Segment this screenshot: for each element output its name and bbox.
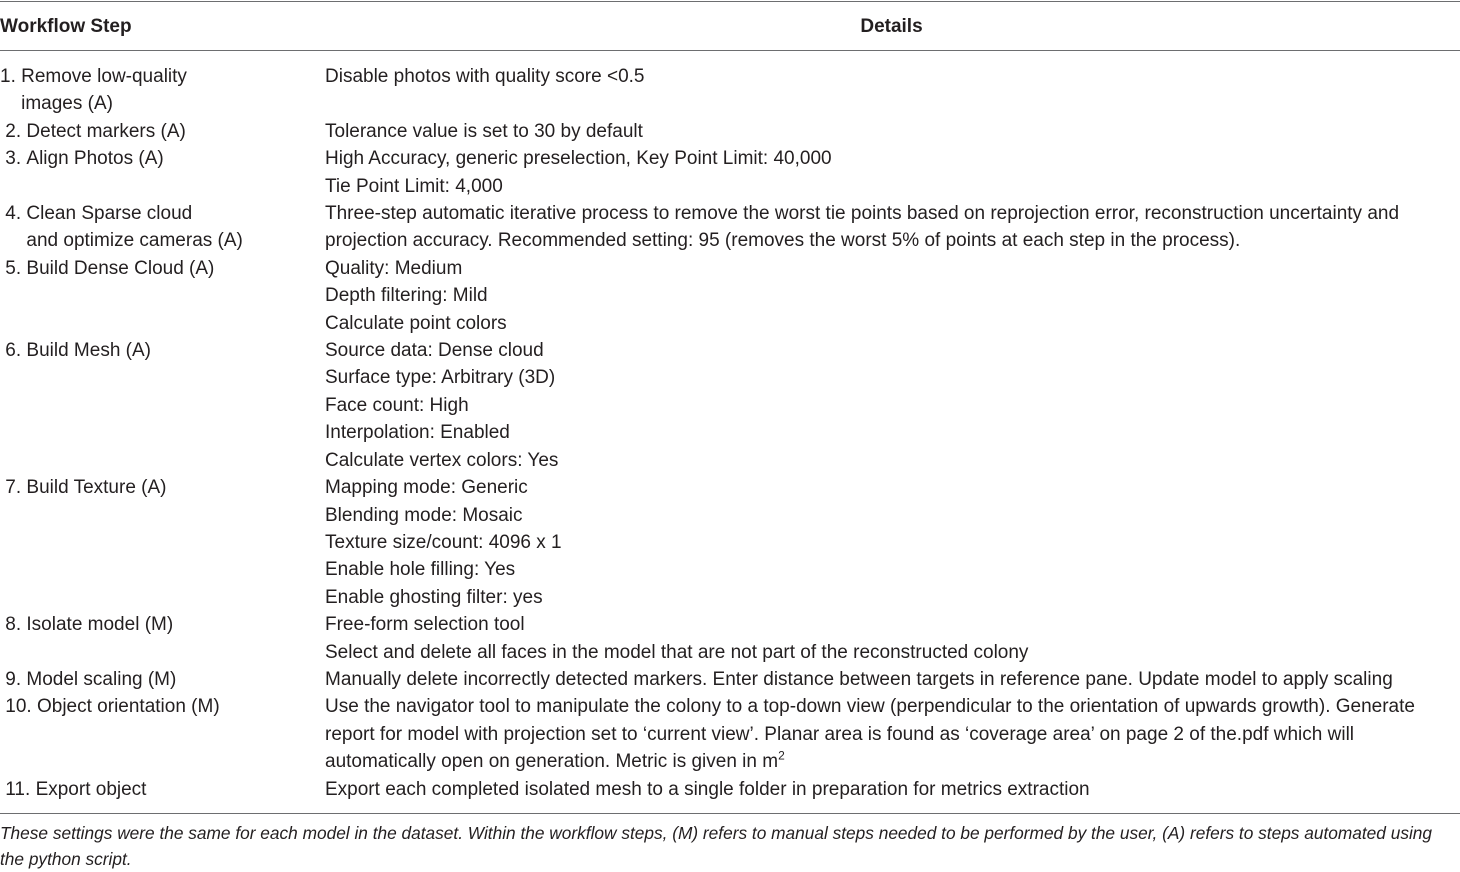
step-name: Export object <box>35 778 147 800</box>
detail-text: Tie Point Limit: 4,000 <box>325 175 503 197</box>
detail-text: Export each completed isolated mesh to a single folder in preparation for metrics extraction <box>325 778 1090 800</box>
details-cell <box>325 63 1460 90</box>
step-number: 9. <box>0 668 27 690</box>
step-number: 5. <box>0 257 27 279</box>
step-number: 6. <box>0 340 27 362</box>
step-number: 10. <box>0 696 37 718</box>
table-row <box>0 776 1460 803</box>
workflow-step-cell <box>0 255 325 282</box>
detail-line <box>325 392 1456 419</box>
detail-line <box>325 611 1456 638</box>
detail-text: Manually delete incorrectly detected markers. Enter distance between targets in reference pane. Update model to apply scaling <box>325 668 1393 690</box>
step-name: Detect markers (A) <box>26 120 186 142</box>
workflow-step-cell <box>0 693 325 720</box>
table-row <box>0 474 1460 611</box>
detail-text: Select and delete all faces in the model that are not part of the reconstructed colony <box>325 641 1029 663</box>
detail-text: Tolerance value is set to 30 by default <box>325 120 643 142</box>
workflow-step-cell <box>0 200 325 255</box>
detail-text: Quality: Medium <box>325 257 463 279</box>
detail-text: Surface type: Arbitrary (3D) <box>325 367 556 389</box>
detail-line <box>325 118 1456 145</box>
detail-text: Mapping mode: Generic <box>325 477 528 499</box>
detail-line <box>325 447 1456 474</box>
workflow-step-cell <box>0 474 325 501</box>
detail-text: Enable ghosting filter: yes <box>325 586 543 608</box>
detail-line <box>325 693 1456 775</box>
detail-line <box>325 337 1456 364</box>
detail-text: Blending mode: Mosaic <box>325 504 523 526</box>
detail-line <box>325 145 1456 172</box>
table-row <box>0 611 1460 666</box>
step-name: Remove low-quality images (A) <box>21 66 187 115</box>
table-bottom-rule <box>0 813 1460 814</box>
detail-text: Disable photos with quality score <0.5 <box>325 66 645 87</box>
table-row <box>0 200 1460 255</box>
table-header <box>0 15 1460 39</box>
unit-superscript: 2 <box>778 748 785 763</box>
step-name: Clean Sparse cloud and optimize cameras (A) <box>26 203 243 252</box>
workflow-step-cell <box>0 666 325 693</box>
table-top-rule <box>0 1 1460 2</box>
detail-line <box>325 666 1456 693</box>
table-row <box>0 145 1460 200</box>
detail-text: Texture size/count: 4096 x 1 <box>325 531 562 553</box>
step-name: Build Dense Cloud (A) <box>26 257 215 279</box>
step-name: Model scaling (M) <box>26 668 177 690</box>
table-row <box>0 118 1460 145</box>
workflow-step-cell <box>0 145 325 172</box>
detail-line <box>325 419 1456 446</box>
workflow-step-cell <box>0 611 325 638</box>
step-number: 8. <box>0 614 27 636</box>
details-cell <box>325 693 1460 775</box>
detail-text: Three-step automatic iterative process to remove the worst tie points based on reprojection error, reconstruction uncertainty and projection accuracy. Recommended setting: 95 (removes the worst 5% of points at each step in the process). <box>325 203 1400 252</box>
details-cell <box>325 145 1460 200</box>
details-cell <box>325 337 1460 474</box>
workflow-step-cell <box>0 337 325 364</box>
step-number: 7. <box>0 477 27 499</box>
workflow-step-cell <box>0 776 325 803</box>
detail-line <box>325 310 1456 337</box>
detail-text: Source data: Dense cloud <box>325 340 544 362</box>
table-body <box>0 63 1460 803</box>
step-name: Build Mesh (A) <box>26 340 152 362</box>
detail-line <box>325 529 1456 556</box>
table-footnote: These settings were the same for each model in the dataset. Within the workflow steps, (M) refers to manual steps needed to be performed by the user, (A) refers to steps automated using the python script. <box>0 823 1433 869</box>
detail-line <box>325 200 1456 255</box>
detail-text: Interpolation: Enabled <box>325 422 510 444</box>
detail-text: High Accuracy, generic preselection, Key Point Limit: 40,000 <box>325 148 832 170</box>
step-number: 1. <box>0 66 22 87</box>
detail-line <box>325 584 1456 611</box>
detail-line <box>325 776 1456 803</box>
detail-line <box>325 502 1456 529</box>
detail-text: Use the navigator tool to manipulate the colony to a top-down view (perpendicular to the orientation of upwards growth). Generate report for model with projection set to ‘current view’. Planar area is found as ‘coverage area’ on page 2 of the.pdf which will automatically open on generation. Metric is given in m <box>325 696 1415 773</box>
detail-line <box>325 282 1456 309</box>
workflow-step-cell <box>0 118 325 145</box>
detail-line <box>325 639 1456 666</box>
header-rule <box>0 50 1460 51</box>
step-name: Align Photos (A) <box>26 148 164 170</box>
detail-line <box>325 255 1456 282</box>
detail-text: Enable hole filling: Yes <box>325 559 516 581</box>
header-details: Details <box>860 16 923 37</box>
details-cell <box>325 666 1460 693</box>
table-row <box>0 255 1460 337</box>
step-number: 4. <box>0 203 27 225</box>
detail-line <box>325 556 1456 583</box>
details-cell <box>325 118 1460 145</box>
header-workflow-step: Workflow Step <box>0 16 132 37</box>
details-cell <box>325 200 1460 255</box>
step-name: Isolate model (M) <box>26 614 174 636</box>
details-cell <box>325 776 1460 803</box>
detail-line <box>325 364 1456 391</box>
step-number: 2. <box>0 120 27 142</box>
details-cell <box>325 611 1460 666</box>
detail-text: Free-form selection tool <box>325 614 525 636</box>
table-row <box>0 63 1460 118</box>
table-row <box>0 337 1460 474</box>
details-cell <box>325 474 1460 611</box>
details-cell <box>325 255 1460 337</box>
detail-text: Depth filtering: Mild <box>325 285 488 307</box>
detail-text: Calculate vertex colors: Yes <box>325 449 559 471</box>
detail-line <box>325 63 1456 90</box>
step-number: 3. <box>0 148 27 170</box>
step-name: Build Texture (A) <box>26 477 167 499</box>
workflow-step-cell <box>0 63 325 118</box>
step-number: 11. <box>0 778 36 800</box>
step-name: Object orientation (M) <box>36 696 220 718</box>
table-row <box>0 693 1460 775</box>
detail-line <box>325 173 1456 200</box>
detail-text: Face count: High <box>325 394 469 416</box>
detail-line <box>325 474 1456 501</box>
detail-text: Calculate point colors <box>325 312 507 334</box>
table-row <box>0 666 1460 693</box>
